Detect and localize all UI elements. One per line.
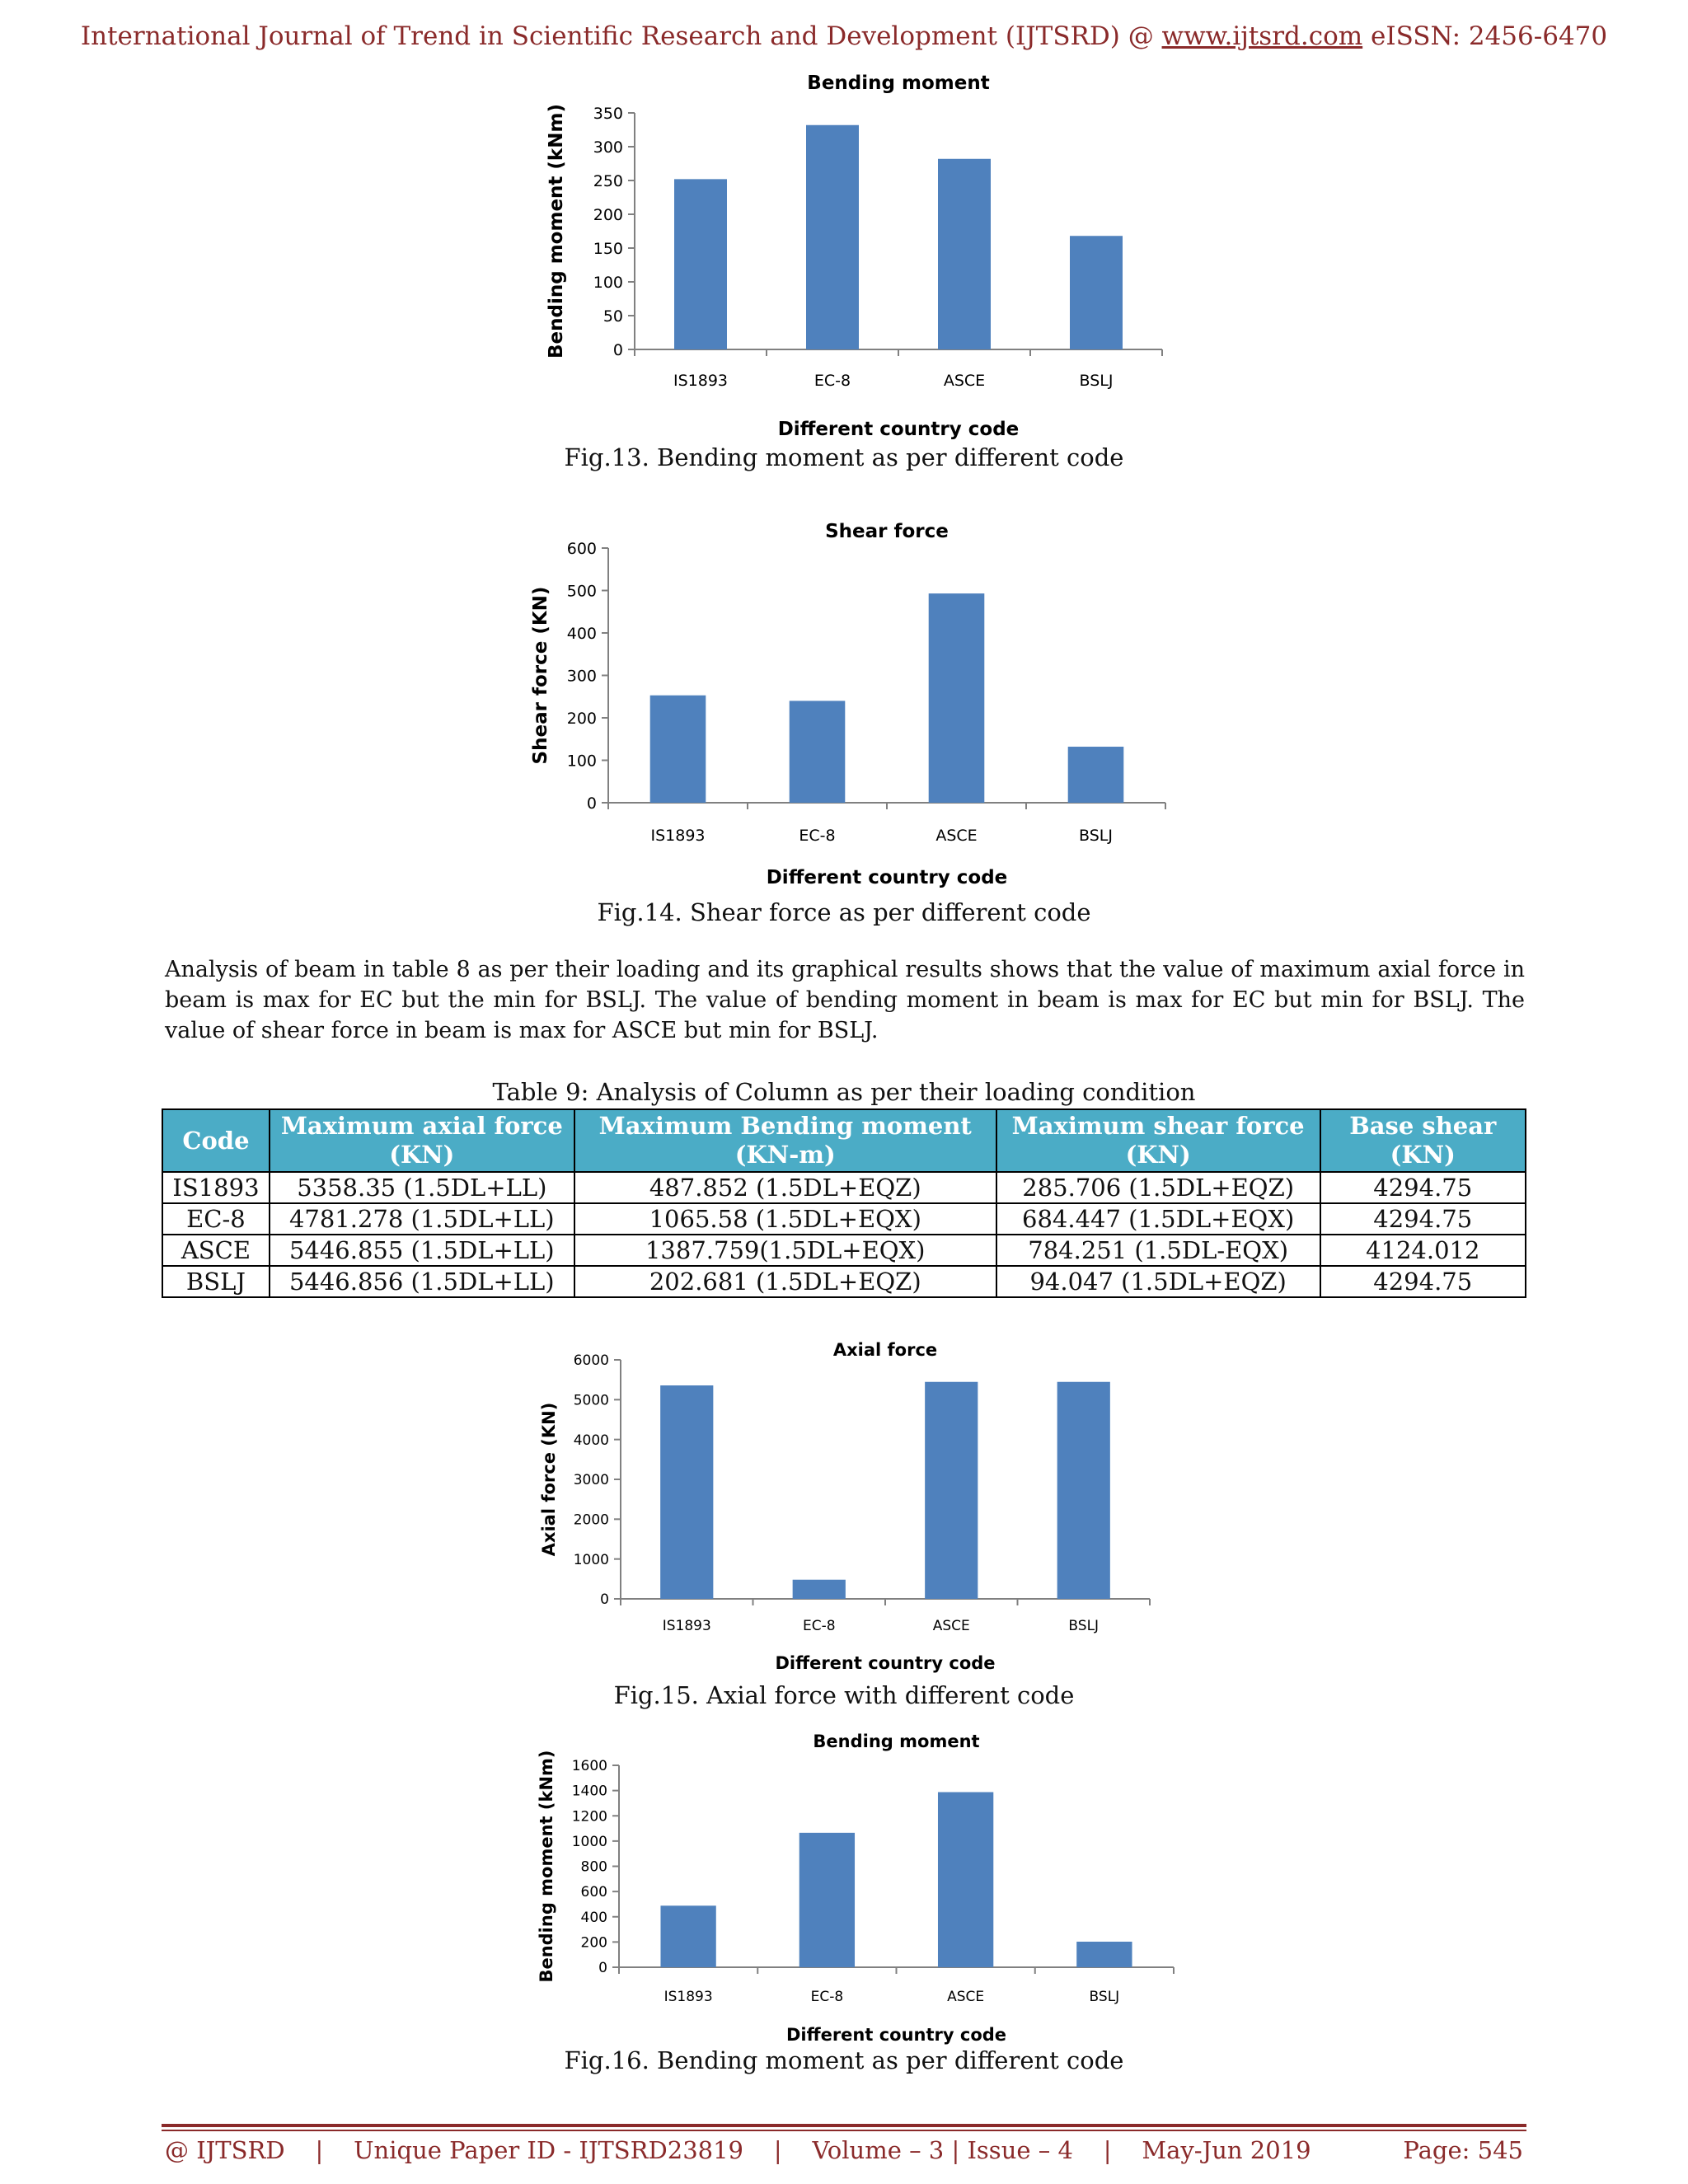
y-tick-label: 1400 <box>571 1783 607 1800</box>
header-bending-moment: Maximum Bending moment (KN-m) <box>574 1109 996 1172</box>
bar-is1893 <box>650 696 706 803</box>
chart-title: Shear force <box>825 521 949 542</box>
y-tick-label: 600 <box>566 539 597 558</box>
y-tick-label: 150 <box>593 239 623 258</box>
cell-code: IS1893 <box>162 1172 270 1203</box>
bar-is1893 <box>674 179 727 349</box>
y-tick-label: 0 <box>598 1960 607 1977</box>
cell-code: BSLJ <box>162 1266 270 1297</box>
cell-shear-force: 94.047 (1.5DL+EQZ) <box>996 1266 1320 1297</box>
page-footer <box>165 2136 1523 2164</box>
journal-issn: eISSN: 2456-6470 <box>1362 21 1608 51</box>
table-title: Table 9: Analysis of Column as per their loading condition <box>492 1078 1196 1106</box>
x-tick-label: IS1893 <box>662 1618 711 1634</box>
bar-is1893 <box>660 1385 713 1599</box>
x-tick-label: BSLJ <box>1079 827 1113 845</box>
y-axis-label: Bending moment (kNm) <box>537 1750 556 1983</box>
y-tick-label: 200 <box>580 1934 607 1952</box>
journal-name: International Journal of Trend in Scientific Research and Development (IJTSRD) @ <box>80 21 1162 51</box>
cell-shear-force: 784.251 (1.5DL-EQX) <box>996 1235 1320 1266</box>
y-axis-label: Axial force (KN) <box>539 1402 559 1557</box>
y-tick-label: 2000 <box>573 1511 609 1529</box>
x-tick-label: IS1893 <box>663 1989 713 2005</box>
y-tick-label: 400 <box>580 1909 607 1926</box>
chart-title: Bending moment <box>813 1732 980 1751</box>
footer-rule-thin <box>162 2130 1526 2131</box>
header-base-shear: Base shear (KN) <box>1320 1109 1526 1172</box>
y-tick-label: 6000 <box>573 1352 609 1370</box>
bar-ec-8 <box>793 1580 846 1599</box>
table-row <box>162 1203 1526 1235</box>
y-tick-label: 4000 <box>573 1432 609 1449</box>
y-tick-label: 0 <box>600 1591 609 1609</box>
cell-axial-force: 5446.856 (1.5DL+LL) <box>270 1266 574 1297</box>
fig13-caption: Fig.13. Bending moment as per different code <box>564 443 1124 471</box>
cell-bending-moment: 1065.58 (1.5DL+EQX) <box>574 1203 996 1235</box>
y-tick-label: 1000 <box>573 1551 609 1568</box>
fig15-caption: Fig.15. Axial force with different code <box>613 1681 1075 1709</box>
cell-code: EC-8 <box>162 1203 270 1235</box>
x-tick-label: IS1893 <box>673 372 729 390</box>
y-tick-label: 1000 <box>571 1833 607 1850</box>
y-tick-label: 100 <box>566 752 597 771</box>
bar-asce <box>925 1382 978 1599</box>
footer-rule <box>162 2124 1526 2127</box>
cell-shear-force: 684.447 (1.5DL+EQX) <box>996 1203 1320 1235</box>
y-tick-label: 0 <box>586 794 597 813</box>
column-analysis-table <box>162 1108 1526 1298</box>
y-tick-label: 200 <box>593 205 623 224</box>
bar-bslj <box>1076 1942 1132 1967</box>
cell-code: ASCE <box>162 1235 270 1266</box>
cell-axial-force: 5446.855 (1.5DL+LL) <box>270 1235 574 1266</box>
bar-asce <box>938 159 991 349</box>
chart-title: Axial force <box>832 1340 938 1360</box>
y-tick-label: 5000 <box>573 1392 609 1409</box>
x-tick-label: BSLJ <box>1068 1618 1100 1634</box>
y-tick-label: 50 <box>603 307 623 326</box>
y-tick-label: 1200 <box>571 1808 607 1825</box>
table-header-row <box>162 1109 1526 1172</box>
cell-bending-moment: 202.681 (1.5DL+EQZ) <box>574 1266 996 1297</box>
cell-base-shear: 4294.75 <box>1320 1203 1526 1235</box>
journal-header <box>0 21 1688 51</box>
bar-bslj <box>1057 1382 1110 1599</box>
cell-axial-force: 4781.278 (1.5DL+LL) <box>270 1203 574 1235</box>
bar-asce <box>929 593 985 803</box>
y-tick-label: 200 <box>566 709 597 728</box>
y-tick-label: 0 <box>612 340 623 359</box>
x-tick-label: EC-8 <box>814 372 851 390</box>
bar-bslj <box>1070 236 1123 349</box>
x-tick-label: BSLJ <box>1079 372 1114 390</box>
bar-ec-8 <box>806 125 859 349</box>
cell-base-shear: 4124.012 <box>1320 1235 1526 1266</box>
y-axis-label: Bending moment (kNm) <box>546 104 567 359</box>
bar-is1893 <box>660 1905 715 1967</box>
x-tick-label: IS1893 <box>650 827 706 845</box>
x-tick-label: EC-8 <box>799 827 836 845</box>
bar-asce <box>938 1792 993 1967</box>
cell-bending-moment: 487.852 (1.5DL+EQZ) <box>574 1172 996 1203</box>
header-code: Code <box>162 1109 270 1172</box>
fig14-caption: Fig.14. Shear force as per different code <box>597 898 1091 926</box>
y-axis-label: Shear force (KN) <box>530 586 551 765</box>
y-tick-label: 3000 <box>573 1472 609 1489</box>
y-tick-label: 350 <box>593 104 623 123</box>
y-tick-label: 250 <box>593 171 623 190</box>
y-tick-label: 600 <box>580 1884 607 1901</box>
x-tick-label: ASCE <box>947 1989 985 2005</box>
x-axis-label: Different country code <box>785 2025 1007 2045</box>
x-axis-label: Different country code <box>775 1653 996 1673</box>
y-tick-label: 500 <box>566 582 597 601</box>
cell-bending-moment: 1387.759(1.5DL+EQX) <box>574 1235 996 1266</box>
cell-base-shear: 4294.75 <box>1320 1172 1526 1203</box>
header-shear-force: Maximum shear force (KN) <box>996 1109 1320 1172</box>
y-tick-label: 1600 <box>571 1758 607 1775</box>
table-row <box>162 1235 1526 1266</box>
footer-page-number: Page: 545 <box>1403 2136 1523 2164</box>
header-axial-force: Maximum axial force (KN) <box>270 1109 574 1172</box>
x-axis-label: Different country code <box>766 867 1008 888</box>
y-tick-label: 400 <box>566 624 597 643</box>
y-tick-label: 300 <box>593 138 623 157</box>
x-tick-label: EC-8 <box>810 1989 844 2005</box>
y-tick-label: 100 <box>593 273 623 292</box>
x-tick-label: ASCE <box>935 827 978 845</box>
bar-bslj <box>1068 747 1124 803</box>
x-tick-label: ASCE <box>932 1618 970 1634</box>
x-tick-label: ASCE <box>943 372 986 390</box>
x-tick-label: BSLJ <box>1089 1989 1120 2005</box>
cell-shear-force: 285.706 (1.5DL+EQZ) <box>996 1172 1320 1203</box>
x-axis-label: Different country code <box>777 419 1020 440</box>
body-paragraph: Analysis of beam in table 8 as per their loading and its graphical results shows that the value of maximum axial force in beam is max for EC but the min for BSLJ. The value of bending moment in beam is max for EC but min for BSLJ. The value of shear force in beam is max for ASCE but min for BSLJ. <box>165 957 1525 1043</box>
chart-title: Bending moment <box>807 73 990 94</box>
bar-ec-8 <box>799 1833 855 1967</box>
x-tick-label: EC-8 <box>802 1618 836 1634</box>
table-row <box>162 1266 1526 1297</box>
journal-url-link[interactable]: www.ijtsrd.com <box>1161 21 1363 51</box>
bar-ec-8 <box>790 701 846 803</box>
fig16-caption: Fig.16. Bending moment as per different code <box>564 2046 1124 2074</box>
footer-info: @ IJTSRD | Unique Paper ID - IJTSRD23819 | Volume – 3 | Issue – 4 | May-Jun 2019 <box>165 2136 1311 2164</box>
y-tick-label: 300 <box>566 667 597 686</box>
table-row <box>162 1172 1526 1203</box>
y-tick-label: 800 <box>580 1858 607 1876</box>
cell-axial-force: 5358.35 (1.5DL+LL) <box>270 1172 574 1203</box>
cell-base-shear: 4294.75 <box>1320 1266 1526 1297</box>
